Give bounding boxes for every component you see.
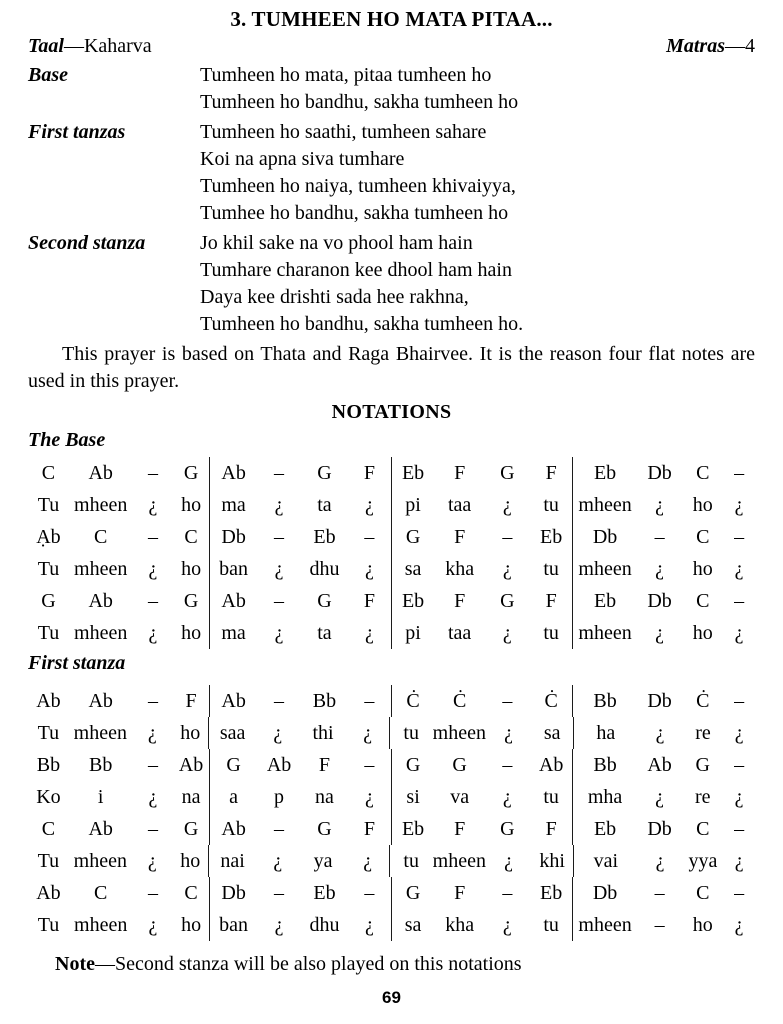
notation-cell: ban xyxy=(219,558,249,580)
notation-cell: mheen xyxy=(578,914,632,936)
notation-cell: tu xyxy=(530,617,573,649)
notation-cell: ban xyxy=(219,914,249,936)
notation-cell: Ab xyxy=(88,590,113,612)
notation-cell: – xyxy=(147,690,158,712)
notation-cell: G xyxy=(500,818,515,840)
lyric-line: Koi na apna siva tumhare xyxy=(200,148,405,170)
notation-cell: F xyxy=(454,818,466,840)
notation-cell: C xyxy=(696,590,710,612)
notation-cell: – xyxy=(502,526,513,548)
notation-cell: ¿ xyxy=(734,722,744,744)
notation-cell: ho xyxy=(692,494,713,516)
notation-cell: ¿ xyxy=(655,558,665,580)
notation-cell: Eb xyxy=(401,462,425,484)
notation-cell: F xyxy=(318,754,331,776)
notation-cell: ho xyxy=(173,845,209,877)
notation-cell: C xyxy=(696,462,710,484)
notation-cell: ¿ xyxy=(502,914,512,936)
notation-cell: C xyxy=(94,526,108,548)
notation-note-row xyxy=(28,813,755,845)
notation-cell: ¿ xyxy=(504,850,514,872)
notation-cell: ¿ xyxy=(734,914,744,936)
notation-cell: ¿ xyxy=(273,850,283,872)
notation-cell: C xyxy=(696,526,710,548)
notation-cell: taa xyxy=(447,622,472,644)
notation-cell: Ab xyxy=(221,590,246,612)
notation-cell: ¿ xyxy=(348,553,391,585)
notation-cell: Tu xyxy=(37,914,60,936)
notation-cell: a xyxy=(229,786,239,808)
lyric-line: Jo khil sake na vo phool ham hain xyxy=(200,232,473,254)
notation-cell: ta xyxy=(317,622,332,644)
notation-cell: ¿ xyxy=(273,722,283,744)
notation-cell: Db xyxy=(592,882,618,904)
notation-cell: G xyxy=(500,590,515,612)
notation-cell: tu xyxy=(403,722,419,744)
notation-cell: ¿ xyxy=(147,722,157,744)
notation-cell: dhu xyxy=(309,558,340,580)
notation-cell: ¿ xyxy=(274,914,284,936)
notation-cell: ho xyxy=(173,617,209,649)
notation-cell: – xyxy=(734,690,745,712)
notation-cell: mheen xyxy=(432,850,486,872)
notation-cell: ¿ xyxy=(502,622,512,644)
notation-cell: – xyxy=(734,462,745,484)
notation-cell: – xyxy=(274,526,285,548)
notation-cell: kha xyxy=(445,558,475,580)
notation-cell: – xyxy=(348,685,391,717)
notation-cell: mha xyxy=(587,786,623,808)
notation-cell: Eb xyxy=(593,818,617,840)
notation-lyric-row xyxy=(28,781,755,813)
notation-cell: – xyxy=(274,818,285,840)
notation-cell: G xyxy=(173,585,209,617)
notation-cell: sa xyxy=(404,558,422,580)
notation-cell: – xyxy=(274,462,285,484)
lyrics-section xyxy=(28,62,755,116)
notation-cell: tu xyxy=(530,781,573,813)
notation-cell: re xyxy=(695,722,711,744)
notation-cell: – xyxy=(734,754,745,776)
lyric-line: Tumheen ho naiya, tumheen khivaiyya, xyxy=(200,175,516,197)
lyrics-lines xyxy=(200,119,755,227)
notation-cell: ¿ xyxy=(148,914,158,936)
notation-cell: Bb xyxy=(36,754,61,776)
notation-cell: ta xyxy=(317,494,332,516)
page-number: 69 xyxy=(382,988,401,1007)
notation-lyric-row xyxy=(28,489,755,521)
notation-cell: ¿ xyxy=(348,909,391,941)
notation-cell: mheen xyxy=(74,494,128,516)
notation-cell: Db xyxy=(647,690,672,712)
notation-cell: F xyxy=(530,813,573,845)
notation-cell: – xyxy=(348,521,391,553)
notation-cell: – xyxy=(502,690,513,712)
lyrics-section-label: Base xyxy=(28,64,68,86)
notation-cell: – xyxy=(502,882,513,904)
taal-field xyxy=(28,33,152,59)
matras-label: Matras xyxy=(666,35,725,57)
notation-cell: ho xyxy=(692,914,713,936)
notation-cell: F xyxy=(173,685,209,717)
notation-cell: Db xyxy=(592,526,618,548)
notation-cell: tu xyxy=(530,909,573,941)
notation-cell: Ċ xyxy=(696,690,710,712)
notation-cell: ¿ xyxy=(348,489,391,521)
notation-cell: saa xyxy=(219,722,246,744)
notation-cell: Ab xyxy=(173,749,209,781)
notation-cell: C xyxy=(173,877,209,909)
notation-cell: tu xyxy=(530,489,573,521)
notation-cell: – xyxy=(348,877,391,909)
notation-cell: – xyxy=(147,754,158,776)
lyric-line: Tumheen ho mata, pitaa tumheen ho xyxy=(200,64,492,86)
notation-note-row xyxy=(28,457,755,489)
notation-cell: ¿ xyxy=(655,786,665,808)
lyrics-section-label: Second stanza xyxy=(28,232,146,254)
notation-cell: si xyxy=(406,786,420,808)
notation-cell: tu xyxy=(530,553,573,585)
note-text: —Second stanza will be also played on this notations xyxy=(94,953,522,975)
notation-cell: – xyxy=(274,590,285,612)
notation-cell: ho xyxy=(173,909,209,941)
notation-section-label: The Base xyxy=(28,429,106,451)
matras-value: —4 xyxy=(725,35,755,57)
notation-cell: Ab xyxy=(36,690,61,712)
notation-cell: G xyxy=(317,818,332,840)
notation-cell: re xyxy=(694,786,711,808)
notation-cell: mheen xyxy=(74,622,128,644)
notation-cell: ¿ xyxy=(148,558,158,580)
notation-cell: na xyxy=(315,786,334,808)
notation-cell: Ko xyxy=(36,786,61,808)
notation-section-label: First stanza xyxy=(28,652,126,674)
notation-cell: ¿ xyxy=(274,622,284,644)
notation-cell: F xyxy=(454,462,466,484)
notation-cell: – xyxy=(147,882,158,904)
notation-cell: p xyxy=(274,786,285,808)
notation-cell: – xyxy=(147,818,158,840)
notation-cell: ¿ xyxy=(655,622,665,644)
notation-cell: Tu xyxy=(37,622,60,644)
notation-cell: ¿ xyxy=(734,558,744,580)
notation-cell: Db xyxy=(221,526,246,548)
notation-cell: ¿ xyxy=(655,850,665,872)
notation-cell: Bb xyxy=(593,754,617,776)
notation-cell: – xyxy=(734,818,745,840)
notation-cell: – xyxy=(654,526,665,548)
notation-cell: ¿ xyxy=(734,786,744,808)
lyrics-lines xyxy=(200,230,755,338)
lyrics-lines xyxy=(200,62,755,116)
notation-cell: G xyxy=(405,526,421,548)
notation-cell: ¿ xyxy=(734,494,744,516)
notation-cell: ho xyxy=(173,717,209,749)
lyrics-section xyxy=(28,119,755,227)
notation-cell: mheen xyxy=(73,722,127,744)
notation-cell: tu xyxy=(403,850,419,872)
notation-cell: C xyxy=(696,818,710,840)
notation-cell: pi xyxy=(405,494,421,516)
notation-cell: ¿ xyxy=(502,494,512,516)
notation-cell: ¿ xyxy=(655,722,665,744)
notation-cell: – xyxy=(654,882,665,904)
notation-cell: Db xyxy=(647,818,672,840)
lyric-line: Tumheen ho bandhu, sakha tumheen ho. xyxy=(200,313,524,335)
notation-cell: G xyxy=(405,754,421,776)
notation-cell: Db xyxy=(221,882,246,904)
notation-cell: i xyxy=(97,786,104,808)
notation-lyric-row xyxy=(28,717,755,749)
notation-cell: G xyxy=(317,462,332,484)
notation-cell: na xyxy=(173,781,209,813)
notation-cell: Bb xyxy=(593,690,617,712)
lyric-line: Tumheen ho bandhu, sakha tumheen ho xyxy=(200,91,519,113)
notation-cell: Eb xyxy=(593,462,617,484)
notation-cell: dhu xyxy=(309,914,340,936)
notation-cell: ma xyxy=(221,494,246,516)
notation-cell: mheen xyxy=(74,558,128,580)
notation-lyric-row xyxy=(28,617,755,649)
notation-cell: taa xyxy=(447,494,472,516)
notation-cell: ho xyxy=(692,558,713,580)
notation-cell: ¿ xyxy=(655,494,665,516)
notation-cell: ¿ xyxy=(147,850,157,872)
notation-cell: ¿ xyxy=(148,622,158,644)
notation-cell: ¿ xyxy=(148,494,158,516)
lyrics-sections xyxy=(28,62,755,338)
notation-cell: – xyxy=(654,914,665,936)
notation-cell: ho xyxy=(692,622,713,644)
notation-cell: Ċ xyxy=(406,690,420,712)
notation-cell: ¿ xyxy=(274,558,284,580)
notation-cell: G xyxy=(405,882,421,904)
intro-paragraph: This prayer is based on Thata and Raga Bhairvee. It is the reason four flat notes are used in this prayer. xyxy=(28,343,755,392)
notation-cell: ¿ xyxy=(347,845,390,877)
notation-cell: ¿ xyxy=(348,617,391,649)
notation-cell: – xyxy=(734,590,745,612)
notation-cell: mheen xyxy=(578,622,632,644)
notation-cell: G xyxy=(452,754,467,776)
notation-note-row xyxy=(28,585,755,617)
lyric-line: Tumheen ho saathi, tumheen sahare xyxy=(200,121,487,143)
notation-cell: mheen xyxy=(578,558,632,580)
notation-cell: ¿ xyxy=(504,722,514,744)
notation-cell: – xyxy=(734,526,745,548)
notation-cell: ¿ xyxy=(734,622,744,644)
notation-cell: C xyxy=(696,882,710,904)
notation-cell: ¿ xyxy=(347,717,390,749)
notation-cell: Eb xyxy=(401,590,425,612)
notation-cell: Bb xyxy=(89,754,113,776)
lyric-line: Tumhare charanon kee dhool ham hain xyxy=(200,259,512,281)
notation-cell: Eb xyxy=(530,521,573,553)
notation-note-row xyxy=(28,521,755,553)
notation-cell: Ab xyxy=(221,462,246,484)
notation-cell: – xyxy=(147,526,158,548)
notation-cell: Db xyxy=(647,462,672,484)
notation-cell: Eb xyxy=(313,526,336,548)
notation-cell: G xyxy=(317,590,332,612)
notation-cell: G xyxy=(41,590,56,612)
notation-cell: vai xyxy=(593,850,618,872)
notation-cell: ho xyxy=(173,553,209,585)
taal-value: —Kaharva xyxy=(63,35,152,57)
notation-cell: ¿ xyxy=(148,786,158,808)
notation-cell: C xyxy=(41,462,56,484)
note-label: Note xyxy=(55,953,95,975)
notation-cell: pi xyxy=(405,622,421,644)
notation-cell: – xyxy=(734,882,745,904)
notation-cell: – xyxy=(502,754,513,776)
notation-cell: F xyxy=(454,526,466,548)
notation-table xyxy=(28,685,755,941)
matras-field xyxy=(666,33,755,59)
taal-label: Taal xyxy=(28,35,64,57)
notation-note-row xyxy=(28,749,755,781)
notation-cell: ma xyxy=(221,622,246,644)
page-title: 3. TUMHEEN HO MATA PITAA... xyxy=(230,7,553,31)
notation-cell: Ab xyxy=(88,818,113,840)
note-line xyxy=(55,951,755,978)
lyrics-section xyxy=(28,230,755,338)
notation-cell: thi xyxy=(312,722,334,744)
notation-sections xyxy=(28,427,755,941)
notation-cell: C xyxy=(41,818,56,840)
notation-cell: Ạb xyxy=(36,526,61,548)
notation-cell: C xyxy=(173,521,209,553)
notation-cell: Ab xyxy=(647,754,672,776)
notation-lyric-row xyxy=(28,909,755,941)
notation-lyric-row xyxy=(28,845,755,877)
lyric-line: Tumhee ho bandhu, sakha tumheen ho xyxy=(200,202,509,224)
notation-cell: Eb xyxy=(313,882,336,904)
notation-cell: ho xyxy=(173,489,209,521)
notation-cell: Tu xyxy=(37,558,60,580)
notation-cell: F xyxy=(530,585,573,617)
notation-cell: ¿ xyxy=(502,558,512,580)
notation-cell: – xyxy=(348,749,391,781)
notation-cell: sa xyxy=(404,914,422,936)
notation-cell: G xyxy=(173,457,209,489)
notation-cell: ¿ xyxy=(274,494,284,516)
notation-cell: Ab xyxy=(221,818,246,840)
notation-cell: Ab xyxy=(266,754,292,776)
notation-cell: ha xyxy=(596,722,616,744)
notation-cell: Db xyxy=(647,590,672,612)
notation-cell: Tu xyxy=(37,494,60,516)
lyric-line: Daya kee drishti sada hee rakhna, xyxy=(200,286,469,308)
notation-cell: mheen xyxy=(74,914,128,936)
notation-cell: ¿ xyxy=(348,781,391,813)
notation-note-row xyxy=(28,877,755,909)
notation-cell: F xyxy=(348,813,391,845)
notation-note-row xyxy=(28,685,755,717)
notation-table xyxy=(28,457,755,649)
notation-cell: G xyxy=(695,754,710,776)
notation-cell: F xyxy=(348,457,391,489)
notation-cell: F xyxy=(454,590,466,612)
notation-cell: yya xyxy=(688,850,718,872)
notation-cell: – xyxy=(147,590,158,612)
notation-cell: mheen xyxy=(432,722,486,744)
notation-cell: mheen xyxy=(73,850,127,872)
notation-cell: ¿ xyxy=(502,786,512,808)
notation-cell: Tu xyxy=(37,722,60,744)
notation-cell: nai xyxy=(220,850,245,872)
notation-cell: ¿ xyxy=(734,850,744,872)
notation-cell: Ab xyxy=(221,690,246,712)
notation-cell: Eb xyxy=(593,590,617,612)
notation-cell: ya xyxy=(313,850,333,872)
notation-cell: Eb xyxy=(401,818,425,840)
notation-cell: G xyxy=(173,813,209,845)
notation-cell: – xyxy=(274,882,285,904)
notation-cell: – xyxy=(274,690,285,712)
notation-cell: Ċ xyxy=(530,685,573,717)
notation-cell: Ċ xyxy=(452,690,467,712)
meta-row xyxy=(28,33,755,59)
notation-cell: Bb xyxy=(312,690,337,712)
notation-cell: Tu xyxy=(37,850,60,872)
notation-cell: Ab xyxy=(88,462,113,484)
notation-cell: – xyxy=(147,462,158,484)
notation-cell: G xyxy=(226,754,241,776)
notation-cell: F xyxy=(530,457,573,489)
notation-cell: Ab xyxy=(36,882,61,904)
notation-cell: sa xyxy=(531,717,574,749)
notation-cell: Ab xyxy=(530,749,573,781)
notation-cell: kha xyxy=(445,914,475,936)
notation-lyric-row xyxy=(28,553,755,585)
notation-cell: F xyxy=(348,585,391,617)
notations-heading: NOTATIONS xyxy=(331,401,452,423)
notation-cell: khi xyxy=(531,845,574,877)
notation-cell: C xyxy=(94,882,108,904)
notation-cell: Ab xyxy=(88,690,113,712)
notation-cell: F xyxy=(454,882,466,904)
notation-cell: G xyxy=(500,462,515,484)
notation-cell: va xyxy=(450,786,470,808)
lyrics-section-label: First tanzas xyxy=(28,121,126,143)
notation-cell: mheen xyxy=(578,494,632,516)
notation-cell: Eb xyxy=(530,877,573,909)
